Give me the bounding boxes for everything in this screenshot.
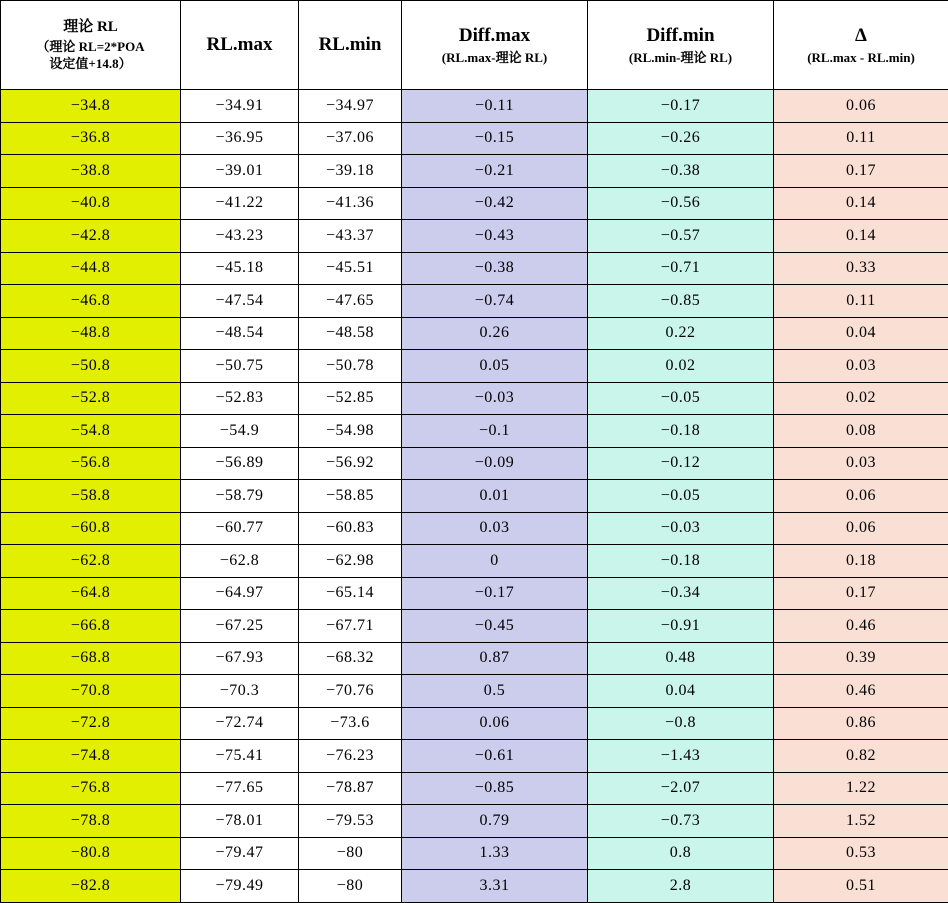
cell-delta: 0.86 — [774, 707, 948, 740]
cell-delta: 0.03 — [774, 350, 948, 383]
cell-diff-min: −0.03 — [588, 512, 774, 545]
cell-diff-max: 0.03 — [402, 512, 588, 545]
cell-rl-max: −52.83 — [181, 382, 299, 415]
cell-diff-min: −0.73 — [588, 805, 774, 838]
cell-rl-min: −68.32 — [299, 642, 402, 675]
cell-diff-max: −0.43 — [402, 220, 588, 253]
cell-diff-min: 0.04 — [588, 675, 774, 708]
cell-delta: 0.04 — [774, 317, 948, 350]
cell-diff-max: −0.03 — [402, 382, 588, 415]
cell-rl-min: −56.92 — [299, 447, 402, 480]
cell-diff-min: 0.8 — [588, 837, 774, 870]
cell-delta: 0.06 — [774, 512, 948, 545]
cell-theory-rl: −40.8 — [1, 187, 181, 220]
table-row — [1, 350, 948, 383]
cell-rl-max: −67.25 — [181, 610, 299, 643]
cell-rl-max: −75.41 — [181, 740, 299, 773]
cell-theory-rl: −46.8 — [1, 285, 181, 318]
cell-rl-max: −43.23 — [181, 220, 299, 253]
cell-delta: 0.39 — [774, 642, 948, 675]
cell-rl-max: −79.47 — [181, 837, 299, 870]
column-header-rl-max — [181, 1, 299, 90]
cell-theory-rl: −82.8 — [1, 870, 181, 903]
cell-theory-rl: −68.8 — [1, 642, 181, 675]
cell-delta: 0.11 — [774, 122, 948, 155]
cell-diff-max: −0.85 — [402, 772, 588, 805]
header-rlmax-label: RL.max — [181, 32, 298, 58]
cell-rl-min: −54.98 — [299, 415, 402, 448]
table-row — [1, 90, 948, 123]
table-row — [1, 675, 948, 708]
table-row — [1, 285, 948, 318]
cell-diff-min: −0.34 — [588, 577, 774, 610]
cell-delta: 0.82 — [774, 740, 948, 773]
cell-diff-min: −1.43 — [588, 740, 774, 773]
cell-rl-max: −45.18 — [181, 252, 299, 285]
cell-diff-max: −0.11 — [402, 90, 588, 123]
cell-theory-rl: −44.8 — [1, 252, 181, 285]
header-delta-label: Δ — [774, 23, 948, 49]
table-body — [1, 90, 948, 903]
table-row — [1, 187, 948, 220]
header-diffmin-label: Diff.min — [588, 23, 773, 49]
cell-diff-max: −0.09 — [402, 447, 588, 480]
cell-rl-max: −39.01 — [181, 155, 299, 188]
cell-diff-min: 0.02 — [588, 350, 774, 383]
table-header-row — [1, 1, 948, 90]
table-row — [1, 707, 948, 740]
cell-diff-min: −0.56 — [588, 187, 774, 220]
header-theory-line2: （理论 RL=2*POA — [1, 38, 180, 56]
cell-diff-max: 0 — [402, 545, 588, 578]
cell-diff-min: −0.18 — [588, 545, 774, 578]
column-header-theory-rl — [1, 1, 181, 90]
cell-diff-min: −0.57 — [588, 220, 774, 253]
table-row — [1, 740, 948, 773]
cell-diff-max: −0.1 — [402, 415, 588, 448]
header-diffmax-label: Diff.max — [402, 23, 587, 49]
cell-theory-rl: −80.8 — [1, 837, 181, 870]
cell-rl-max: −78.01 — [181, 805, 299, 838]
cell-diff-min: −0.18 — [588, 415, 774, 448]
table-row — [1, 577, 948, 610]
cell-rl-min: −58.85 — [299, 480, 402, 513]
cell-diff-max: 0.05 — [402, 350, 588, 383]
cell-theory-rl: −74.8 — [1, 740, 181, 773]
table-row — [1, 642, 948, 675]
cell-diff-min: −0.85 — [588, 285, 774, 318]
cell-theory-rl: −58.8 — [1, 480, 181, 513]
header-theory-line3: 设定值+14.8） — [1, 55, 180, 73]
cell-rl-min: −52.85 — [299, 382, 402, 415]
cell-diff-min: −0.05 — [588, 480, 774, 513]
cell-rl-min: −43.37 — [299, 220, 402, 253]
cell-rl-min: −73.6 — [299, 707, 402, 740]
cell-diff-max: 0.5 — [402, 675, 588, 708]
header-diffmin-formula: (RL.min-理论 RL) — [588, 49, 773, 67]
table-row — [1, 382, 948, 415]
cell-rl-min: −62.98 — [299, 545, 402, 578]
cell-rl-min: −80 — [299, 837, 402, 870]
cell-rl-min: −47.65 — [299, 285, 402, 318]
cell-rl-min: −79.53 — [299, 805, 402, 838]
cell-rl-max: −64.97 — [181, 577, 299, 610]
cell-rl-max: −60.77 — [181, 512, 299, 545]
cell-theory-rl: −76.8 — [1, 772, 181, 805]
table-row — [1, 447, 948, 480]
header-theory-line1: 理论 RL — [1, 17, 180, 37]
cell-diff-max: −0.61 — [402, 740, 588, 773]
cell-theory-rl: −62.8 — [1, 545, 181, 578]
table-row — [1, 512, 948, 545]
cell-delta: 0.08 — [774, 415, 948, 448]
cell-rl-max: −70.3 — [181, 675, 299, 708]
cell-delta: 0.46 — [774, 675, 948, 708]
table-row — [1, 805, 948, 838]
table-row — [1, 252, 948, 285]
cell-rl-max: −50.75 — [181, 350, 299, 383]
cell-diff-min: −0.05 — [588, 382, 774, 415]
cell-theory-rl: −72.8 — [1, 707, 181, 740]
cell-diff-max: 0.79 — [402, 805, 588, 838]
column-header-diff-min — [588, 1, 774, 90]
cell-delta: 0.03 — [774, 447, 948, 480]
table-row — [1, 772, 948, 805]
cell-delta: 0.17 — [774, 577, 948, 610]
cell-theory-rl: −38.8 — [1, 155, 181, 188]
cell-delta: 0.33 — [774, 252, 948, 285]
cell-delta: 0.53 — [774, 837, 948, 870]
cell-rl-max: −56.89 — [181, 447, 299, 480]
cell-rl-min: −78.87 — [299, 772, 402, 805]
cell-diff-max: −0.38 — [402, 252, 588, 285]
cell-diff-max: −0.45 — [402, 610, 588, 643]
cell-diff-min: −0.17 — [588, 90, 774, 123]
cell-rl-min: −65.14 — [299, 577, 402, 610]
cell-theory-rl: −42.8 — [1, 220, 181, 253]
cell-rl-max: −79.49 — [181, 870, 299, 903]
header-diffmax-formula: (RL.max-理论 RL) — [402, 49, 587, 67]
cell-rl-max: −34.91 — [181, 90, 299, 123]
cell-diff-min: −0.8 — [588, 707, 774, 740]
table-header — [1, 1, 948, 90]
cell-diff-min: −2.07 — [588, 772, 774, 805]
cell-theory-rl: −36.8 — [1, 122, 181, 155]
table-row — [1, 837, 948, 870]
cell-rl-min: −39.18 — [299, 155, 402, 188]
column-header-delta — [774, 1, 948, 90]
cell-rl-min: −70.76 — [299, 675, 402, 708]
cell-rl-min: −48.58 — [299, 317, 402, 350]
cell-theory-rl: −78.8 — [1, 805, 181, 838]
cell-rl-max: −47.54 — [181, 285, 299, 318]
cell-diff-max: −0.74 — [402, 285, 588, 318]
cell-delta: 0.46 — [774, 610, 948, 643]
cell-theory-rl: −66.8 — [1, 610, 181, 643]
table-row — [1, 317, 948, 350]
table-row — [1, 220, 948, 253]
cell-diff-max: −0.17 — [402, 577, 588, 610]
cell-theory-rl: −60.8 — [1, 512, 181, 545]
cell-diff-min: −0.38 — [588, 155, 774, 188]
cell-diff-max: −0.21 — [402, 155, 588, 188]
cell-rl-max: −41.22 — [181, 187, 299, 220]
table-row — [1, 545, 948, 578]
cell-diff-max: 0.26 — [402, 317, 588, 350]
cell-rl-max: −77.65 — [181, 772, 299, 805]
table-row — [1, 155, 948, 188]
cell-diff-max: 3.31 — [402, 870, 588, 903]
cell-rl-min: −60.83 — [299, 512, 402, 545]
cell-diff-max: −0.42 — [402, 187, 588, 220]
cell-theory-rl: −48.8 — [1, 317, 181, 350]
cell-diff-min: −0.12 — [588, 447, 774, 480]
cell-delta: 0.14 — [774, 187, 948, 220]
cell-rl-min: −45.51 — [299, 252, 402, 285]
cell-delta: 0.51 — [774, 870, 948, 903]
cell-delta: 0.06 — [774, 480, 948, 513]
cell-rl-min: −41.36 — [299, 187, 402, 220]
cell-diff-max: 0.87 — [402, 642, 588, 675]
cell-diff-min: −0.91 — [588, 610, 774, 643]
header-rlmin-label: RL.min — [299, 32, 401, 58]
column-header-rl-min — [299, 1, 402, 90]
table-row — [1, 415, 948, 448]
cell-rl-max: −72.74 — [181, 707, 299, 740]
cell-delta: 0.14 — [774, 220, 948, 253]
cell-theory-rl: −56.8 — [1, 447, 181, 480]
cell-delta: 0.11 — [774, 285, 948, 318]
cell-delta: 1.52 — [774, 805, 948, 838]
cell-rl-max: −48.54 — [181, 317, 299, 350]
cell-diff-min: 0.22 — [588, 317, 774, 350]
cell-rl-max: −36.95 — [181, 122, 299, 155]
header-delta-formula: (RL.max - RL.min) — [774, 49, 948, 67]
cell-diff-min: 0.48 — [588, 642, 774, 675]
cell-rl-min: −50.78 — [299, 350, 402, 383]
cell-diff-max: 0.06 — [402, 707, 588, 740]
table-row — [1, 122, 948, 155]
cell-rl-min: −76.23 — [299, 740, 402, 773]
cell-delta: 0.17 — [774, 155, 948, 188]
cell-theory-rl: −54.8 — [1, 415, 181, 448]
cell-diff-max: −0.15 — [402, 122, 588, 155]
table-row — [1, 610, 948, 643]
table-row — [1, 870, 948, 903]
column-header-diff-max — [402, 1, 588, 90]
cell-rl-min: −37.06 — [299, 122, 402, 155]
cell-diff-min: −0.71 — [588, 252, 774, 285]
cell-delta: 0.02 — [774, 382, 948, 415]
cell-diff-min: 2.8 — [588, 870, 774, 903]
cell-rl-min: −67.71 — [299, 610, 402, 643]
cell-rl-min: −34.97 — [299, 90, 402, 123]
cell-rl-min: −80 — [299, 870, 402, 903]
table-row — [1, 480, 948, 513]
cell-rl-max: −58.79 — [181, 480, 299, 513]
cell-theory-rl: −64.8 — [1, 577, 181, 610]
cell-rl-max: −67.93 — [181, 642, 299, 675]
cell-rl-max: −62.8 — [181, 545, 299, 578]
cell-diff-max: 1.33 — [402, 837, 588, 870]
cell-theory-rl: −50.8 — [1, 350, 181, 383]
cell-rl-max: −54.9 — [181, 415, 299, 448]
cell-diff-max: 0.01 — [402, 480, 588, 513]
cell-delta: 0.18 — [774, 545, 948, 578]
cell-diff-min: −0.26 — [588, 122, 774, 155]
cell-theory-rl: −34.8 — [1, 90, 181, 123]
cell-delta: 0.06 — [774, 90, 948, 123]
cell-delta: 1.22 — [774, 772, 948, 805]
cell-theory-rl: −70.8 — [1, 675, 181, 708]
cell-theory-rl: −52.8 — [1, 382, 181, 415]
